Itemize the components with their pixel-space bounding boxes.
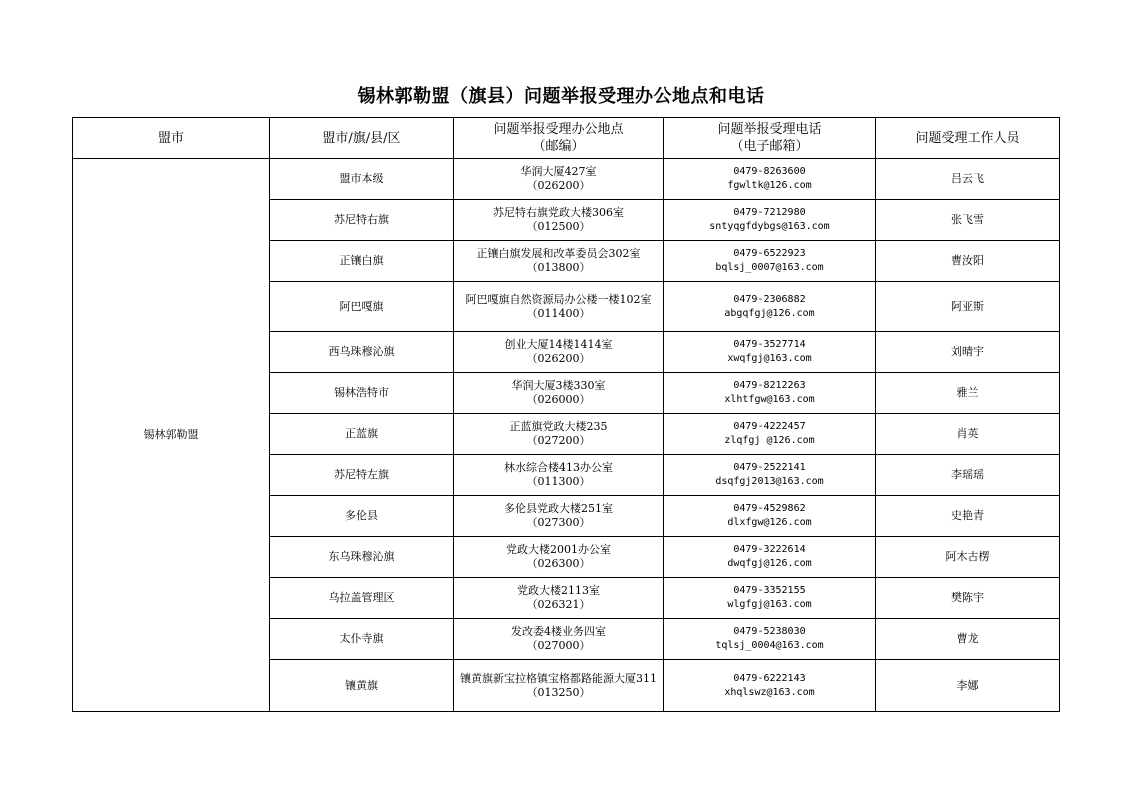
header-league: 盟市 xyxy=(73,118,270,159)
office-address: 苏尼特右旗党政大楼306室 xyxy=(493,206,624,219)
phone-number: 0479-3527714 xyxy=(733,339,806,350)
staff-cell: 刘晴宇 xyxy=(876,332,1060,373)
phone-number: 0479-4529862 xyxy=(733,503,806,514)
phone-cell xyxy=(664,414,876,455)
staff-cell: 吕云飞 xyxy=(876,159,1060,200)
district-cell: 苏尼特右旗 xyxy=(270,200,454,241)
office-cell xyxy=(454,200,664,241)
office-postcode: （011400） xyxy=(526,306,591,320)
email-address: zlqfgj @126.com xyxy=(724,435,815,446)
staff-cell: 雅兰 xyxy=(876,373,1060,414)
phone-number: 0479-3222614 xyxy=(733,544,806,555)
office-cell xyxy=(454,619,664,660)
email-address: dsqfgj2013@163.com xyxy=(715,476,824,487)
district-cell: 锡林浩特市 xyxy=(270,373,454,414)
office-address: 华润大厦427室 xyxy=(520,165,597,178)
staff-cell: 阿木古楞 xyxy=(876,537,1060,578)
staff-cell: 曹汝阳 xyxy=(876,241,1060,282)
staff-cell: 李瑶瑶 xyxy=(876,455,1060,496)
office-postcode: （013250） xyxy=(526,685,591,699)
office-address: 林水综合楼413办公室 xyxy=(504,461,613,474)
district-cell: 正镶白旗 xyxy=(270,241,454,282)
email-address: xwqfgj@163.com xyxy=(727,353,812,364)
email-address: bqlsj_0007@163.com xyxy=(715,262,824,273)
office-cell xyxy=(454,578,664,619)
office-cell xyxy=(454,660,664,712)
email-address: xlhtfgw@163.com xyxy=(724,394,815,405)
office-postcode: （026000） xyxy=(526,393,591,406)
district-cell: 多伦县 xyxy=(270,496,454,537)
header-staff: 问题受理工作人员 xyxy=(876,118,1060,159)
phone-number: 0479-6522923 xyxy=(733,248,806,259)
email-address: sntyqgfdybgs@163.com xyxy=(709,221,830,232)
office-address: 华润大厦3楼330室 xyxy=(511,379,606,392)
office-postcode: （026300） xyxy=(526,557,591,570)
office-postcode: （027200） xyxy=(526,434,591,447)
email-address: tqlsj_0004@163.com xyxy=(715,640,824,651)
office-address: 党政大楼2001办公室 xyxy=(506,543,611,556)
email-address: fgwltk@126.com xyxy=(727,180,812,191)
office-address: 发改委4楼业务四室 xyxy=(511,625,606,638)
office-postcode: （012500） xyxy=(526,220,591,233)
office-address: 正蓝旗党政大楼235 xyxy=(509,420,608,433)
office-cell xyxy=(454,373,664,414)
office-postcode: （027000） xyxy=(526,639,591,652)
office-postcode: （026200） xyxy=(526,352,591,365)
office-cell xyxy=(454,455,664,496)
email-address: dlxfgw@126.com xyxy=(727,517,812,528)
page-title: 锡林郭勒盟（旗县）问题举报受理办公地点和电话 xyxy=(357,86,765,107)
district-cell: 乌拉盖管理区 xyxy=(270,578,454,619)
district-cell: 东乌珠穆沁旗 xyxy=(270,537,454,578)
email-address: xhqlswz@163.com xyxy=(724,686,815,698)
league-cell: 锡林郭勒盟 xyxy=(73,159,270,712)
phone-cell xyxy=(664,537,876,578)
header-office-line2: （邮编） xyxy=(532,139,585,154)
staff-cell: 张飞雪 xyxy=(876,200,1060,241)
email-address: wlgfgj@163.com xyxy=(727,599,812,610)
contacts-table xyxy=(72,117,1060,712)
phone-cell xyxy=(664,200,876,241)
phone-cell xyxy=(664,373,876,414)
table-body xyxy=(73,159,1060,712)
header-phone xyxy=(664,118,876,159)
phone-cell xyxy=(664,455,876,496)
email-address: dwqfgj@126.com xyxy=(727,558,812,569)
phone-cell xyxy=(664,496,876,537)
office-address: 正镶白旗发展和改革委员会302室 xyxy=(476,247,641,260)
staff-cell: 李娜 xyxy=(876,660,1060,712)
table-row xyxy=(73,159,1060,200)
header-phone-line2: （电子邮箱） xyxy=(730,139,809,154)
office-cell xyxy=(454,537,664,578)
staff-cell: 阿亚斯 xyxy=(876,282,1060,332)
phone-number: 0479-7212980 xyxy=(733,207,806,218)
phone-cell xyxy=(664,332,876,373)
header-office xyxy=(454,118,664,159)
phone-cell xyxy=(664,159,876,200)
phone-number: 0479-8263600 xyxy=(733,166,806,177)
office-postcode: （027300） xyxy=(526,516,591,529)
staff-cell: 史艳青 xyxy=(876,496,1060,537)
office-address: 党政大楼2113室 xyxy=(517,584,600,597)
phone-cell xyxy=(664,578,876,619)
header-district: 盟市/旗/县/区 xyxy=(270,118,454,159)
phone-cell xyxy=(664,282,876,332)
office-address: 多伦县党政大楼251室 xyxy=(504,502,613,515)
office-cell xyxy=(454,414,664,455)
district-cell: 苏尼特左旗 xyxy=(270,455,454,496)
district-cell: 盟市本级 xyxy=(270,159,454,200)
phone-number: 0479-6222143 xyxy=(733,672,806,684)
phone-number: 0479-4222457 xyxy=(733,421,806,432)
office-postcode: （026321） xyxy=(526,598,591,611)
office-address: 阿巴嘎旗自然资源局办公楼一楼102室 xyxy=(465,292,652,306)
office-address: 创业大厦14楼1414室 xyxy=(504,338,613,351)
district-cell: 西乌珠穆沁旗 xyxy=(270,332,454,373)
office-cell xyxy=(454,332,664,373)
office-address: 镶黄旗新宝拉格镇宝格都路能源大厦311 xyxy=(460,671,657,685)
phone-number: 0479-3352155 xyxy=(733,585,806,596)
district-cell: 镶黄旗 xyxy=(270,660,454,712)
office-cell xyxy=(454,496,664,537)
district-cell: 正蓝旗 xyxy=(270,414,454,455)
header-office-line1: 问题举报受理办公地点 xyxy=(493,122,624,137)
office-postcode: （013800） xyxy=(526,261,591,274)
staff-cell: 樊陈宇 xyxy=(876,578,1060,619)
email-address: abgqfgj@126.com xyxy=(724,307,815,319)
phone-cell xyxy=(664,619,876,660)
staff-cell: 曹龙 xyxy=(876,619,1060,660)
office-cell xyxy=(454,282,664,332)
phone-number: 0479-2306882 xyxy=(733,293,806,305)
office-postcode: （026200） xyxy=(526,179,591,192)
office-cell xyxy=(454,241,664,282)
header-phone-line1: 问题举报受理电话 xyxy=(717,122,822,137)
phone-number: 0479-8212263 xyxy=(733,380,806,391)
phone-number: 0479-5238030 xyxy=(733,626,806,637)
district-cell: 阿巴嘎旗 xyxy=(270,282,454,332)
phone-cell xyxy=(664,660,876,712)
office-postcode: （011300） xyxy=(526,475,591,488)
staff-cell: 肖英 xyxy=(876,414,1060,455)
phone-cell xyxy=(664,241,876,282)
office-cell xyxy=(454,159,664,200)
district-cell: 太仆寺旗 xyxy=(270,619,454,660)
phone-number: 0479-2522141 xyxy=(733,462,806,473)
table-header-row xyxy=(73,118,1060,159)
